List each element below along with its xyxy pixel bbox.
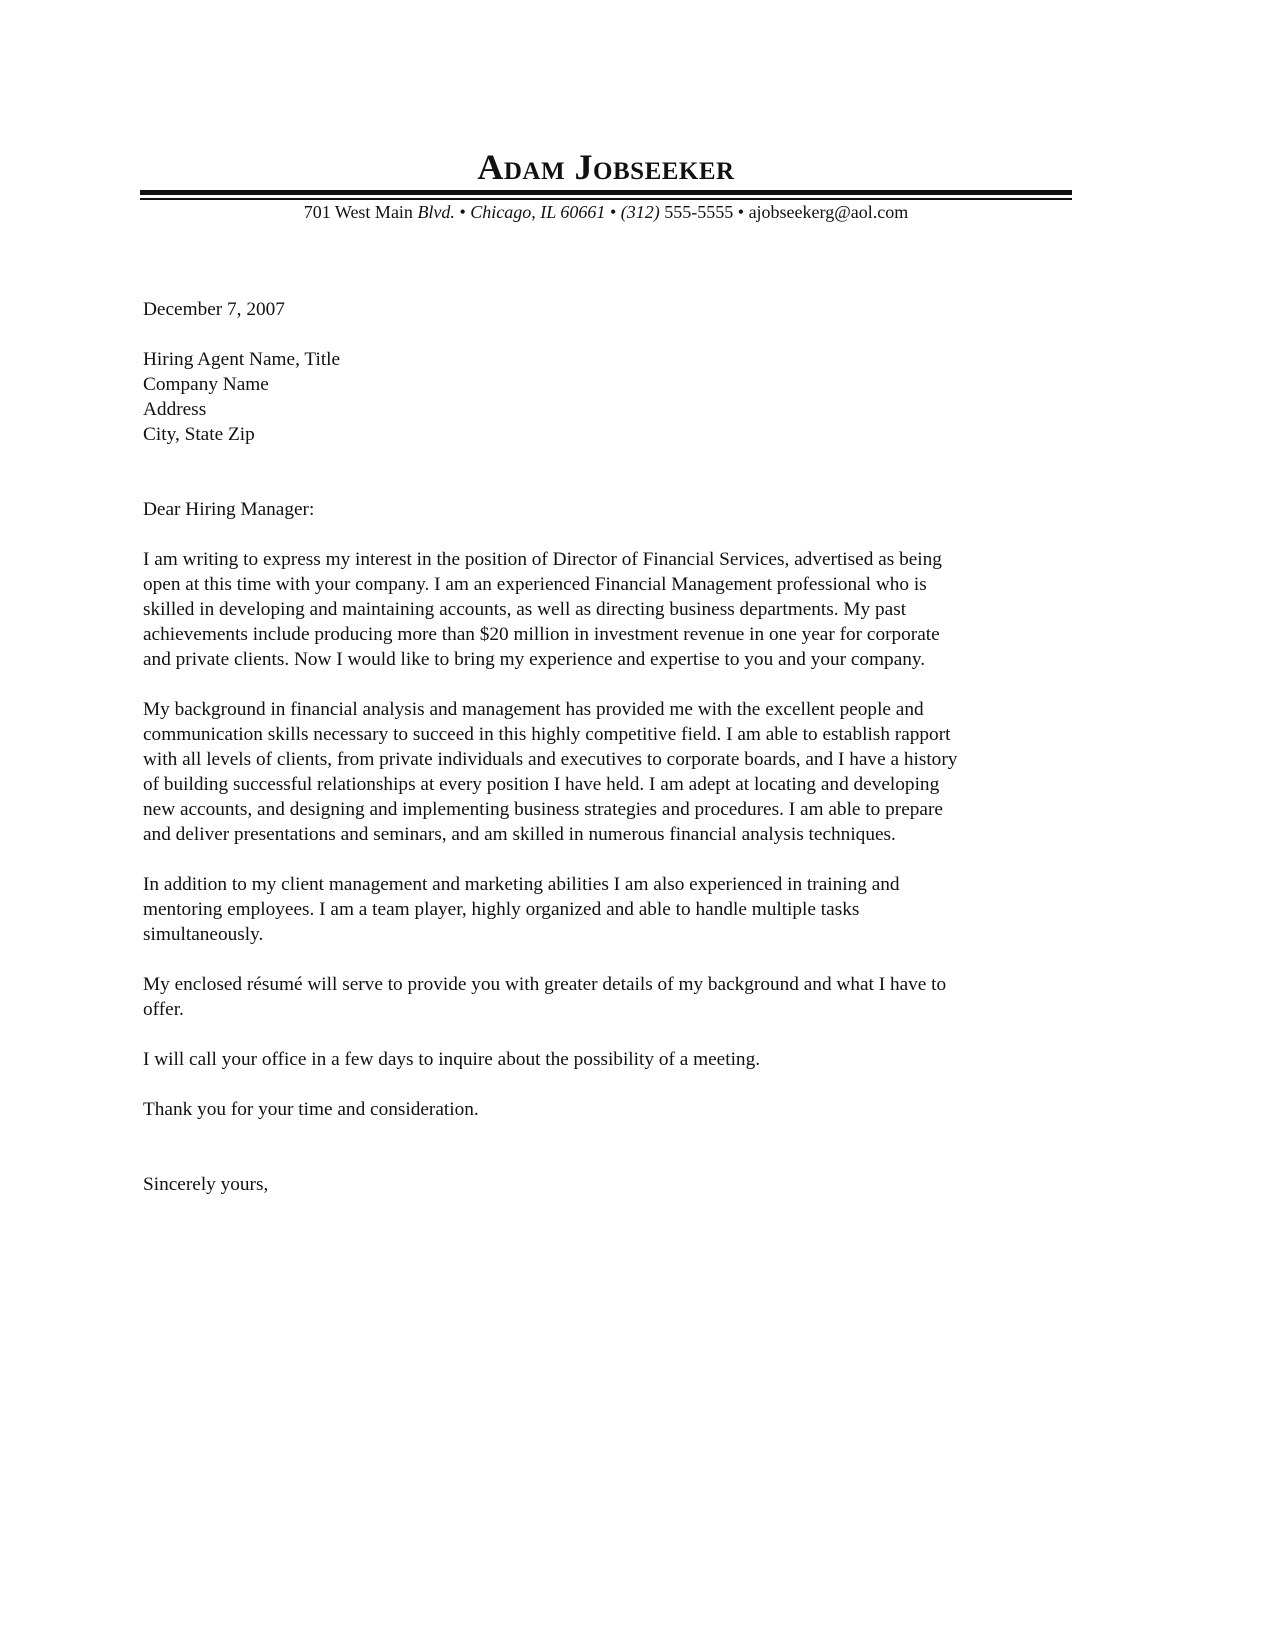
paragraph-line: My enclosed résumé will serve to provide you with greater details of my background and what I have to [143, 974, 947, 995]
paragraph-6 [143, 1097, 1073, 1122]
salutation: Dear Hiring Manager: [143, 499, 315, 520]
paragraph-4 [143, 972, 1073, 1022]
paragraph-line: mentoring employees. I am a team player, highly organized and able to handle multiple tasks [143, 899, 860, 920]
recipient-line: Hiring Agent Name, Title [143, 349, 341, 370]
paragraph-line: with all levels of clients, from private individuals and executives to corporate boards, and I have a history [143, 749, 958, 770]
recipient-line: Company Name [143, 374, 269, 395]
phone-area-code: (312) [620, 202, 660, 222]
paragraph-3 [143, 872, 1073, 947]
paragraph-line: offer. [143, 999, 184, 1020]
phone-number: 555-5555 [664, 202, 734, 222]
closing: Sincerely yours, [143, 1174, 269, 1195]
paragraph-line: and private clients. Now I would like to bring my experience and expertise to you and your company. [143, 649, 926, 670]
recipient-line: Address [143, 399, 207, 420]
paragraph-line: open at this time with your company. I am an experienced Financial Management professional who is [143, 574, 927, 595]
contact-line [140, 201, 1072, 223]
city-state-zip: Chicago, IL 60661 [470, 202, 606, 222]
paragraph-line: My background in financial analysis and management has provided me with the excellent people and [143, 699, 924, 720]
paragraph-line: In addition to my client management and marketing abilities I am also experienced in training and [143, 874, 900, 895]
paragraph-line: simultaneously. [143, 924, 264, 945]
letter-date: December 7, 2007 [143, 299, 285, 320]
paragraph-2 [143, 697, 1073, 847]
paragraph-line: I am writing to express my interest in the position of Director of Financial Services, advertised as being [143, 549, 942, 570]
paragraph-line: Thank you for your time and consideration. [143, 1099, 479, 1120]
bullet-separator: • [737, 202, 745, 222]
applicant-name: Adam Jobseeker [477, 147, 735, 187]
address-street: 701 West Main [303, 202, 413, 222]
paragraph-line: new accounts, and designing and implementing business strategies and procedures. I am able to prepare [143, 799, 943, 820]
recipient-line: City, State Zip [143, 424, 255, 445]
email-address: ajobseekerg@aol.com [748, 202, 909, 222]
paragraph-line: communication skills necessary to succeed in this highly competitive field. I am able to establish rapport [143, 724, 951, 745]
paragraph-line: and deliver presentations and seminars, and am skilled in numerous financial analysis techniques. [143, 824, 896, 845]
header-rule-thick [140, 190, 1072, 195]
header-rule-thin [140, 198, 1072, 200]
paragraph-line: I will call your office in a few days to inquire about the possibility of a meeting. [143, 1049, 761, 1070]
recipient-block [143, 347, 1073, 447]
paragraph-line: skilled in developing and maintaining accounts, as well as directing business departments. My past [143, 599, 907, 620]
bullet-separator: • [459, 202, 466, 222]
paragraph-5 [143, 1047, 1073, 1072]
bullet-separator: • [609, 202, 617, 222]
paragraph-1 [143, 547, 1073, 672]
paragraph-line: achievements include producing more than $20 million in investment revenue in one year for corporate [143, 624, 940, 645]
address-blvd: Blvd. [417, 202, 455, 222]
paragraph-line: of building successful relationships at every position I have held. I am adept at locating and developing [143, 774, 940, 795]
